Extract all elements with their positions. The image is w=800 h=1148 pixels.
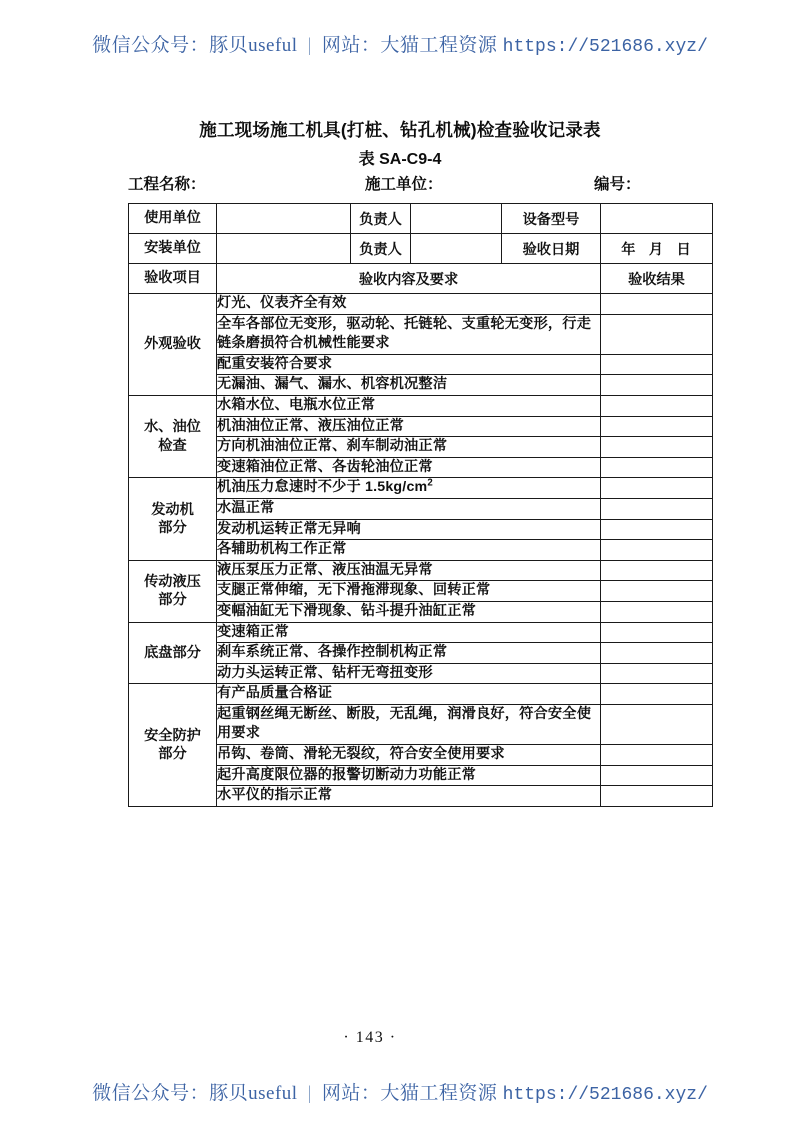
acceptance-result-cell[interactable] (601, 622, 713, 643)
table-row-using-unit (129, 204, 713, 234)
table-row (129, 314, 713, 354)
acceptance-content-text: 有产品质量合格证 (217, 685, 333, 702)
table-row (129, 437, 713, 458)
acceptance-content-text: 全车各部位无变形，驱动轮、托链轮、支重轮无变形，行走链条磨损符合机械性能要求 (217, 315, 592, 352)
section-category-label (129, 395, 217, 477)
acceptance-result-cell[interactable] (601, 601, 713, 622)
construction-unit-label: 施工单位： (365, 176, 443, 193)
acceptance-content-text: 机油油位正常、液压油位正常 (217, 417, 405, 434)
serial-number-label: 编号： (594, 176, 641, 193)
acceptance-content-text: 灯光、仪表齐全有效 (217, 295, 347, 311)
acceptance-result-cell[interactable] (601, 765, 713, 786)
section-category-line: 传动液压 (144, 573, 201, 590)
acceptance-result-cell[interactable] (601, 643, 713, 664)
acceptance-content-cell (217, 314, 601, 354)
unit-superscript: 2 (427, 477, 433, 489)
acceptance-result-cell[interactable] (601, 457, 713, 478)
acceptance-content-cell (217, 643, 601, 664)
acceptance-result-cell[interactable] (601, 519, 713, 540)
table-row (129, 519, 713, 540)
section-category-label (129, 478, 217, 560)
watermark-site-label: 网站：大猫工程资源 (321, 35, 498, 56)
table-row (129, 601, 713, 622)
acceptance-result-cell[interactable] (601, 684, 713, 705)
table-row (129, 498, 713, 519)
meta-fields-row (128, 172, 708, 196)
acceptance-date-value[interactable] (601, 234, 713, 264)
section-category-label (129, 684, 217, 807)
column-header-category: 验收项目 (129, 264, 217, 294)
watermark-wechat-label-bottom: 微信公众号：豚贝useful (92, 1083, 298, 1104)
using-unit-value[interactable] (217, 204, 351, 234)
section-category-label (129, 622, 217, 684)
acceptance-content-text: 变速箱正常 (217, 623, 289, 640)
table-row (129, 643, 713, 664)
acceptance-result-cell[interactable] (601, 437, 713, 458)
acceptance-content-text: 配重安装符合要求 (217, 355, 333, 372)
acceptance-result-cell[interactable] (601, 498, 713, 519)
section-category-label (129, 560, 217, 622)
acceptance-content-cell (217, 437, 601, 458)
watermark-url: https://521686.xyz/ (502, 37, 708, 57)
using-unit-label: 使用单位 (129, 204, 217, 234)
acceptance-content-text: 水箱水位、电瓶水位正常 (217, 396, 376, 413)
table-row (129, 663, 713, 684)
install-unit-manager-label: 负责人 (351, 234, 411, 264)
using-unit-manager-value[interactable] (411, 204, 502, 234)
table-row (129, 622, 713, 643)
acceptance-result-cell[interactable] (601, 314, 713, 354)
acceptance-content-cell (217, 354, 601, 375)
section-category-line: 底盘部分 (144, 644, 201, 661)
acceptance-result-cell[interactable] (601, 395, 713, 416)
install-unit-value[interactable] (217, 234, 351, 264)
section-category-line: 安全防护 (144, 727, 201, 744)
acceptance-content-cell (217, 581, 601, 602)
acceptance-content-cell (217, 745, 601, 766)
acceptance-result-cell[interactable] (601, 745, 713, 766)
using-unit-manager-label: 负责人 (351, 204, 411, 234)
acceptance-result-cell[interactable] (601, 704, 713, 744)
acceptance-content-cell (217, 601, 601, 622)
acceptance-content-text: 刹车系统正常、各操作控制机构正常 (217, 644, 448, 661)
acceptance-content-cell (217, 765, 601, 786)
section-category-line: 外观验收 (144, 336, 201, 353)
acceptance-content-text: 各辅助机构工作正常 (217, 541, 347, 558)
acceptance-result-cell[interactable] (601, 581, 713, 602)
acceptance-content-text: 动力头运转正常、钻杆无弯扭变形 (217, 664, 433, 681)
section-category-line: 部分 (158, 746, 187, 763)
install-unit-manager-value[interactable] (411, 234, 502, 264)
table-row (129, 560, 713, 581)
date-year-label: 年 (621, 241, 637, 258)
acceptance-result-cell[interactable] (601, 786, 713, 807)
section-category-line: 检查 (158, 437, 187, 454)
acceptance-content-cell (217, 498, 601, 519)
acceptance-content-cell (217, 786, 601, 807)
table-row (129, 765, 713, 786)
column-header-result: 验收结果 (601, 264, 713, 294)
form-number: 表 SA-C9-4 (358, 151, 442, 168)
acceptance-result-cell[interactable] (601, 540, 713, 561)
date-placeholder-group (601, 239, 712, 259)
date-day-label: 日 (676, 241, 692, 258)
acceptance-content-cell (217, 294, 601, 315)
page-title: 施工现场施工机具(打桩、钻孔机械)检查验收记录表 (199, 120, 601, 140)
acceptance-content-cell (217, 416, 601, 437)
table-row (129, 540, 713, 561)
section-category-line: 部分 (158, 592, 187, 609)
acceptance-content-text: 起升高度限位器的报警切断动力功能正常 (217, 766, 476, 783)
date-month-label: 月 (648, 241, 665, 258)
acceptance-content-text: 支腿正常伸缩，无下滑拖滞现象、回转正常 (217, 582, 491, 599)
acceptance-content-text: 无漏油、漏气、漏水、机容机况整洁 (217, 376, 448, 393)
install-unit-label: 安装单位 (129, 234, 217, 264)
acceptance-content-cell (217, 457, 601, 478)
acceptance-content-text: 发动机运转正常无异响 (217, 520, 361, 537)
acceptance-result-cell[interactable] (601, 560, 713, 581)
acceptance-content-cell (217, 478, 601, 499)
table-row (129, 294, 713, 315)
acceptance-result-cell[interactable] (601, 478, 713, 499)
watermark-site-label-bottom: 网站：大猫工程资源 (321, 1083, 498, 1104)
acceptance-record-table (128, 203, 713, 807)
acceptance-date-label: 验收日期 (502, 234, 601, 264)
table-row (129, 395, 713, 416)
acceptance-content-cell (217, 663, 601, 684)
table-row (129, 581, 713, 602)
column-header-content: 验收内容及要求 (217, 264, 601, 294)
table-row (129, 745, 713, 766)
acceptance-content-text: 方向机油油位正常、刹车制动油正常 (217, 438, 448, 455)
table-row (129, 457, 713, 478)
acceptance-content-cell (217, 704, 601, 744)
acceptance-content-text: 水温正常 (217, 499, 275, 516)
section-category-line: 发动机 (151, 501, 194, 518)
watermark-separator: | (307, 35, 312, 56)
acceptance-content-text: 起重钢丝绳无断丝、断股，无乱绳，润滑良好，符合安全使用要求 (217, 705, 592, 742)
project-name-label: 工程名称： (128, 176, 206, 193)
table-row (129, 375, 713, 396)
table-row (129, 684, 713, 705)
table-row (129, 416, 713, 437)
acceptance-content-cell (217, 519, 601, 540)
watermark-separator-bottom: | (307, 1083, 312, 1104)
section-category-line: 部分 (158, 520, 187, 537)
acceptance-result-cell[interactable] (601, 375, 713, 396)
equipment-model-label: 设备型号 (502, 204, 601, 234)
acceptance-result-cell[interactable] (601, 294, 713, 315)
acceptance-content-cell (217, 560, 601, 581)
section-category-label (129, 294, 217, 396)
watermark-content-bottom (92, 1078, 708, 1105)
equipment-model-value[interactable] (601, 204, 713, 234)
acceptance-content-text: 液压泵压力正常、液压油温无异常 (217, 561, 433, 578)
section-category-line: 水、油位 (144, 419, 201, 436)
acceptance-content-cell (217, 622, 601, 643)
acceptance-content-text: 水平仪的指示正常 (217, 787, 333, 804)
acceptance-result-cell[interactable] (601, 416, 713, 437)
table-column-header-row (129, 264, 713, 294)
table-row (129, 478, 713, 499)
acceptance-content-cell (217, 684, 601, 705)
acceptance-content-cell (217, 375, 601, 396)
watermark-url-bottom: https://521686.xyz/ (502, 1085, 708, 1105)
table-row (129, 354, 713, 375)
acceptance-content-cell (217, 395, 601, 416)
page-number: · 143 · (343, 1029, 397, 1046)
acceptance-result-cell[interactable] (601, 663, 713, 684)
acceptance-content-text: 机油压力怠速时不少于 1.5kg/cm (217, 479, 428, 496)
acceptance-result-cell[interactable] (601, 354, 713, 375)
table-body (129, 204, 713, 807)
acceptance-content-text: 变速箱油位正常、各齿轮油位正常 (217, 458, 433, 475)
watermark-wechat-label: 微信公众号：豚贝useful (92, 35, 298, 56)
table-row (129, 704, 713, 744)
table-row-install-unit (129, 234, 713, 264)
watermark-bottom (0, 1078, 800, 1105)
table-row (129, 786, 713, 807)
acceptance-content-text: 变幅油缸无下滑现象、钻斗提升油缸正常 (217, 602, 476, 619)
acceptance-content-cell (217, 540, 601, 561)
acceptance-content-text: 吊钩、卷筒、滑轮无裂纹，符合安全使用要求 (217, 746, 505, 763)
